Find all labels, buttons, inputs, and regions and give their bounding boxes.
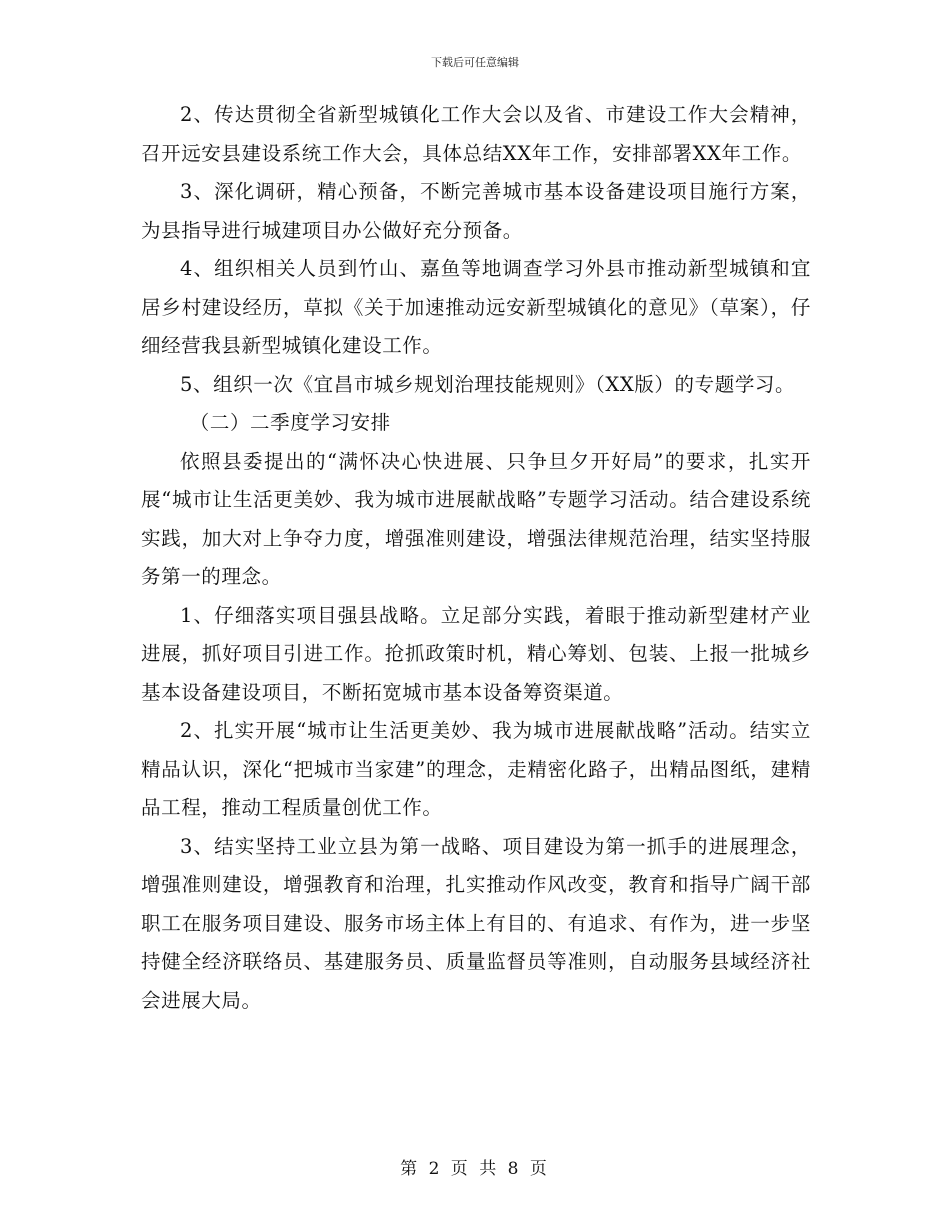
page-header: 下载后可任意编辑 xyxy=(431,56,519,69)
paragraph-q2-item-3: 3、结实坚持工业立县为第一战略、项目建设为第一抓手的进展理念，增强准则建设，增强教育和治理，扎实推动作风改变，教育和指导广阔干部职工在服务项目建设、服务市场主体上有目的、有追求、有作为，进一步坚持健全经济联络员、基建服务员、质量监督员等准则，自动服务县域经济社会进展大局。 xyxy=(141,834,811,1012)
paragraph-q2-item-1: 1、仔细落实项目强县战略。立足部分实践，着眼于推动新型建材产业进展，抓好项目引进工作。抢抓政策时机，精心筹划、包装、上报一批城乡基本设备建设项目，不断拓宽城市基本设备筹资渠道。 xyxy=(141,603,811,704)
page-footer: 第 2 页 共 8 页 xyxy=(400,1159,550,1179)
paragraph-item-3: 3、深化调研，精心预备，不断完善城市基本设备建设项目施行方案，为县指导进行城建项目办公做好充分预备。 xyxy=(141,180,811,242)
document-body xyxy=(141,96,811,1020)
paragraph-q2-item-2: 2、扎实开展“城市让生活更美妙、我为城市进展献战略”活动。结实立精品认识，深化“把城市当家建”的理念，走精密化路子，出精品图纸，建精品工程，推动工程质量创优工作。 xyxy=(141,719,811,819)
paragraph-q2-intro: 依照县委提出的“满怀决心快进展、只争旦夕开好局”的要求，扎实开展“城市让生活更美妙、我为城市进展献战略”专题学习活动。结合建设系统实践，加大对上争夺力度，增强准则建设，增强法律规范治理，结实坚持服务第一的理念。 xyxy=(141,449,811,588)
section-heading-q2: （二）二季度学习安排 xyxy=(189,411,391,434)
paragraph-item-4: 4、组织相关人员到竹山、嘉鱼等地调查学习外县市推动新型城镇和宜居乡村建设经历，草拟《关于加速推动远安新型城镇化的意见》（草案），仔细经营我县新型城镇化建设工作。 xyxy=(141,257,811,357)
paragraph-item-2: 2、传达贯彻全省新型城镇化工作大会以及省、市建设工作大会精神，召开远安县建设系统工作大会，具体总结XX年工作，安排部署XX年工作。 xyxy=(141,103,811,165)
paragraph-item-5: 5、组织一次《宜昌市城乡规划治理技能规则》（XX版）的专题学习。 xyxy=(180,372,796,396)
